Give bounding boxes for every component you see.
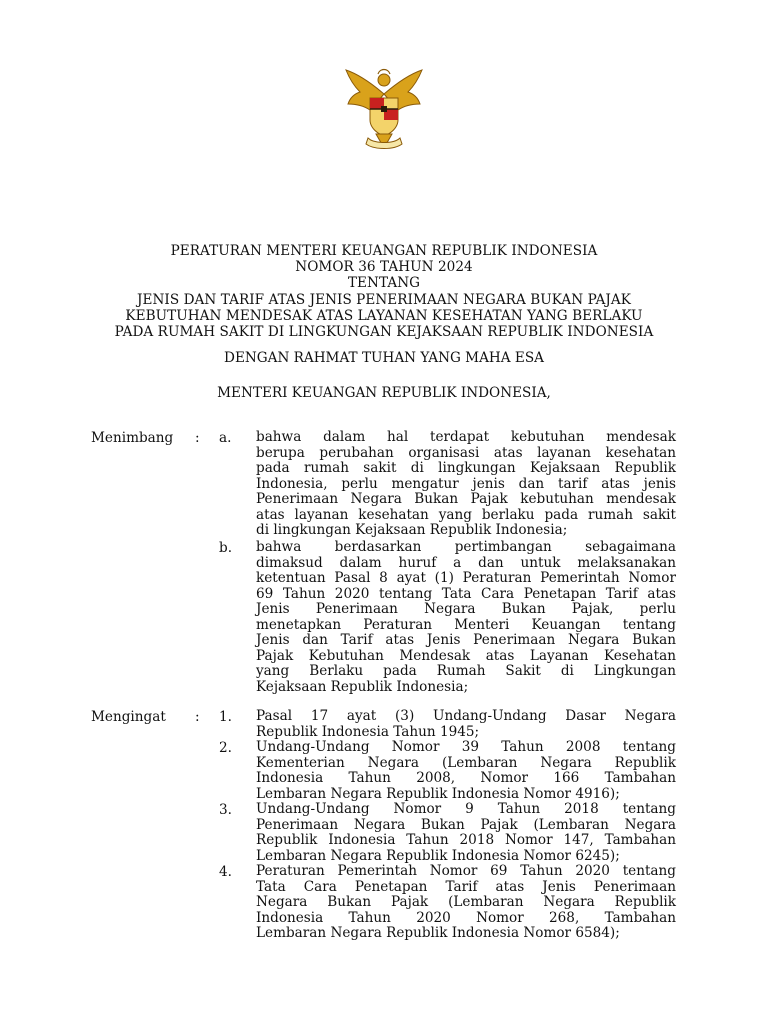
menimbang-item-a	[256, 430, 676, 539]
regulation-title	[0, 243, 768, 340]
title-line: PADA RUMAH SAKIT DI LINGKUNGAN KEJAKSAAN REPUBLIK INDONESIA	[114, 324, 654, 341]
mengingat-item-4	[256, 864, 676, 942]
title-line: JENIS DAN TARIF ATAS JENIS PENERIMAAN NEGARA BUKAN PAJAK	[137, 291, 631, 308]
text-line: Penerimaan Negara Bukan Pajak kebutuhan mendesak	[256, 491, 676, 507]
title-line: KEBUTUHAN MENDESAK ATAS LAYANAN KESEHATAN YANG BERLAKU	[125, 307, 643, 324]
text-line: Pajak Kebutuhan Mendesak atas Layanan Kesehatan	[256, 647, 676, 664]
menimbang-item-b	[256, 540, 676, 695]
item-marker: 4.	[219, 864, 232, 880]
text-line: Republik Indonesia Tahun 2018 Nomor 147, Tambahan	[256, 832, 676, 848]
text-line: Negara Bukan Pajak (Lembaran Negara Republik	[256, 894, 676, 910]
text-line: Indonesia Tahun 2020 Nomor 268, Tambahan	[256, 909, 676, 926]
title-line: TENTANG	[347, 275, 421, 292]
text-line: bahwa berdasarkan pertimbangan sebagaimana	[256, 539, 676, 555]
mengingat-item-3	[256, 802, 676, 864]
invocation: DENGAN RAHMAT TUHAN YANG MAHA ESA	[224, 350, 544, 366]
text-line: Jenis dan Tarif atas Jenis Penerimaan Negara Bukan	[256, 632, 676, 648]
text-line: Kementerian Negara (Lembaran Negara Republik	[256, 754, 676, 771]
text-line: menetapkan Peraturan Menteri Keuangan tentang	[256, 616, 676, 633]
mengingat-label: Mengingat	[91, 709, 166, 725]
item-marker: 3.	[219, 802, 232, 818]
text-line: bahwa dalam hal terdapat kebutuhan mendesak	[256, 429, 676, 445]
text-line: atas layanan kesehatan yang berlaku pada rumah sakit	[256, 506, 676, 523]
title-line: NOMOR 36 TAHUN 2024	[295, 259, 473, 276]
text-line: Indonesia Tahun 2008, Nomor 166 Tambahan	[256, 770, 676, 786]
item-marker: 2.	[219, 740, 232, 756]
text-line: Peraturan Pemerintah Nomor 69 Tahun 2020 tentang	[256, 863, 676, 879]
text-line: Kejaksaan Republik Indonesia;	[256, 678, 469, 695]
issuer: MENTERI KEUANGAN REPUBLIK INDONESIA,	[217, 385, 551, 401]
garuda-pancasila-emblem-icon	[340, 64, 428, 156]
text-line: berupa perubahan organisasi atas layanan kesehatan	[256, 444, 676, 461]
text-line: dimaksud dalam huruf a dan untuk melaksanakan	[256, 554, 676, 571]
text-line: yang Berlaku pada Rumah Sakit di Lingkungan	[256, 663, 676, 679]
title-line: PERATURAN MENTERI KEUANGAN REPUBLIK INDONESIA	[170, 243, 598, 259]
mengingat-item-2	[256, 740, 676, 802]
text-line: Lembaran Negara Republik Indonesia Nomor 4916);	[256, 785, 620, 802]
item-marker: a.	[219, 430, 232, 446]
text-line: Jenis Penerimaan Negara Bukan Pajak, perlu	[256, 601, 676, 617]
text-line: ketentuan Pasal 8 ayat (1) Peraturan Pemerintah Nomor	[256, 570, 676, 586]
mengingat-colon: :	[195, 709, 200, 725]
text-line: Republik Indonesia Tahun 1945;	[256, 723, 480, 740]
item-marker: b.	[219, 540, 233, 556]
text-line: di lingkungan Kejaksaan Republik Indonesia;	[256, 522, 568, 538]
text-line: Lembaran Negara Republik Indonesia Nomor 6584);	[256, 925, 620, 941]
text-line: Pasal 17 ayat (3) Undang-Undang Dasar Negara	[256, 708, 676, 724]
text-line: Indonesia, perlu mengatur jenis dan tarif atas jenis	[256, 475, 676, 492]
text-line: Undang-Undang Nomor 39 Tahun 2008 tentang	[256, 739, 676, 755]
text-line: Lembaran Negara Republik Indonesia Nomor 6245);	[256, 847, 620, 864]
menimbang-colon: :	[195, 430, 200, 446]
text-line: 69 Tahun 2020 tentang Tata Cara Penetapan Tarif atas	[256, 585, 676, 602]
text-line: Penerimaan Negara Bukan Pajak (Lembaran Negara	[256, 816, 676, 833]
text-line: pada rumah sakit di lingkungan Kejaksaan Republik	[256, 460, 676, 476]
text-line: Undang-Undang Nomor 9 Tahun 2018 tentang	[256, 801, 676, 817]
mengingat-item-1	[256, 709, 676, 740]
menimbang-label: Menimbang	[91, 430, 174, 446]
text-line: Tata Cara Penetapan Tarif atas Jenis Penerimaan	[256, 878, 676, 895]
item-marker: 1.	[219, 709, 232, 725]
